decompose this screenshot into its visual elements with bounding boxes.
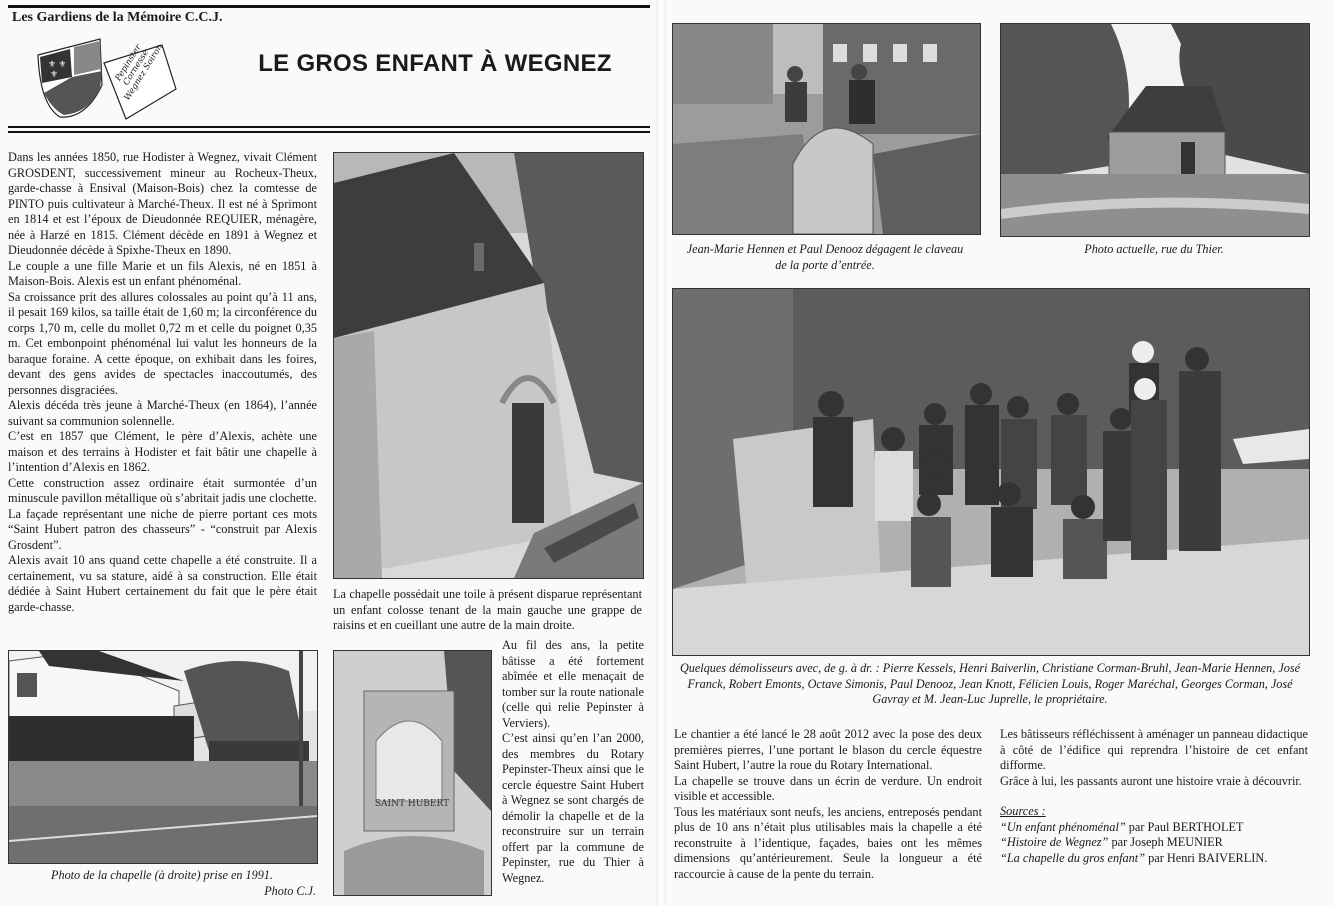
svg-text:⚜ ⚜: ⚜ ⚜	[48, 59, 67, 69]
source-author: par Paul BERTHOLET	[1125, 819, 1244, 834]
paragraph: Les bâtisseurs réfléchissent à aménager un panneau didactique à côté de l’édifice qui reprendra l’histoire de cet enfant difforme.	[1000, 727, 1308, 772]
workers-photo	[672, 23, 981, 235]
header-rule-2	[8, 131, 650, 133]
source-item	[1000, 820, 1308, 836]
paragraph: Le couple a une fille Marie et un fils Alexis, né en 1851 à Maison-Bois. Alexis est un enfant phénoménal.	[8, 258, 317, 288]
article-column-middle	[502, 638, 644, 886]
workers-caption: Jean-Marie Hennen et Paul Denooz dégagent le claveau de la porte d’entrée.	[686, 242, 964, 272]
svg-text:⚜: ⚜	[50, 69, 59, 79]
article-column-left	[8, 150, 317, 615]
paragraph: Le chantier a été lancé le 28 août 2012 avec la pose des deux premières pierres, l’une portant le blason du cercle équestre Saint Hubert, l’autre la roue du Rotary International.	[674, 727, 982, 772]
group-photo	[672, 288, 1310, 656]
niche-photo	[333, 650, 492, 896]
paragraph: La façade représentant une niche de pierre portant ces mots “Saint Hubert patron des chasseurs” - “construit par Alexis Grosdent”.	[8, 506, 317, 552]
source-item	[1000, 851, 1308, 867]
current-photo	[1000, 23, 1310, 237]
paragraph: Alexis décéda très jeune à Marché-Theux (en 1864), l’année suivant sa communion solennelle.	[8, 398, 317, 428]
paragraph: C’est en 1857 que Clément, le père d’Alexis, achète une maison et des terrains à Hodister et fait bâtir une chapelle à l’intention d’Alexis en 1862.	[8, 429, 317, 474]
source-title: “Histoire de Wegnez”	[1000, 835, 1109, 849]
photo-1991-caption: Photo de la chapelle (à droite) prise en 1991.	[51, 868, 273, 882]
sources-title: Sources :	[1000, 804, 1046, 818]
source-author: par Joseph MEUNIER	[1108, 835, 1223, 849]
paragraph: Alexis avait 10 ans quand cette chapelle a été construite. Il a certainement, vu sa stature, aidé à sa construction. Elle était dédiée à Saint Hubert certainement du fait que le père était garde-chasse.	[8, 553, 317, 614]
group-caption: Quelques démolisseurs avec, de g. à dr. : Pierre Kessels, Henri Baiverlin, Christiane Corman-Bruhl, Jean-Marie Hennen, José Franck, Robert Emonts, Octave Simonis, Paul Denooz, Jean Knott, Félicien Louis, Roger Maréchal, Georges Corman, José Gavray et M. Jean-Luc Juprelle, le propriétaire.	[680, 661, 1300, 706]
paragraph: La chapelle se trouve dans un écrin de verdure. Un endroit visible et accessible.	[674, 773, 982, 803]
paragraph: Au fil des ans, la petite bâtisse a été fortement abîmée et elle menaçait de tomber sur la route nationale (celle qui relie Pepinster à Verviers).	[502, 638, 644, 730]
current-caption: Photo actuelle, rue du Thier.	[1084, 242, 1224, 256]
header-rule-1	[8, 126, 650, 128]
organization-name: Les Gardiens de la Mémoire C.C.J.	[12, 10, 223, 25]
source-title: “Un enfant phénoménal”	[1000, 819, 1126, 834]
paragraph: C’est ainsi qu’en l’an 2000, des membres du Rotary Pepinster-Theux ainsi que le cercle équestre Saint Hubert à Wegnez se sont chargés de démolir la chapelle et de la reconstruire sur un terrain offert par la commune de Pepinster, rue du Thier à Wegnez.	[502, 731, 644, 885]
right-column-2	[1000, 727, 1308, 866]
niche-inscription: SAINT HUBERT	[374, 799, 450, 809]
paragraph: Tous les matériaux sont neufs, les anciens, entreposés pendant plus de 10 ans n’était plus utilisables mais la chapelle a été reconstruite à l’identique, façades, baies ont les mêmes dimensions qu’antérieurement. Seule la longueur a été raccourcie à cause de la pente du terrain.	[674, 804, 982, 881]
source-item	[1000, 835, 1308, 851]
header-top-rule	[8, 5, 650, 8]
chapel-caption: La chapelle possédait une toile à présent disparue représentant un enfant colosse tenant de la main gauche une grappe de raisins et en cueillant une autre de la main droite.	[333, 587, 642, 632]
source-title: “La chapelle du gros enfant”	[1000, 850, 1146, 865]
paragraph: Grâce à lui, les passants auront une histoire vraie à découvrir.	[1000, 773, 1302, 788]
source-author: par Henri BAIVERLIN.	[1145, 850, 1268, 865]
paragraph: Cette construction assez ordinaire était surmontée d’un minuscule pavillon métallique où s’abritait jadis une clochette.	[8, 475, 317, 505]
page-gutter	[656, 0, 666, 906]
photo-1991	[8, 650, 318, 864]
logo-text: Pepinster Cornesse Wegnez Soiron	[113, 42, 166, 103]
chapel-photo	[333, 152, 644, 579]
paragraph: Sa croissance prit des allures colossales au point qu’à 11 ans, il pesait 169 kilos, sa taille était de 1,60 m; la circonférence du corps 1,70 m, celle du mollet 0,72 m et celle du poignet 0,35 m. Cet embonpoint phénoménal lui valut les honneurs de la baraque foraine. A cette époque, on exhibait dans les foires, devant des gens avides de spectacles inaccoutumés, des personnes disgraciées.	[8, 289, 317, 397]
right-column-1	[674, 727, 982, 882]
page-title: LE GROS ENFANT À WEGNEZ	[258, 50, 612, 77]
paragraph: Dans les années 1850, rue Hodister à Wegnez, vivait Clément GROSDENT, successivement mineur au Rocheux-Theux, garde-chasse à Ensival (Maison-Bois) chez la comtesse de PINTO puis cultivateur à Marché-Theux. Il est né à Sprimont en 1814 et est l’époux de Dieudonnée REQUIER, ménagère, née à Harzé en 1815. Clément décède en 1891 à Wegnez et Dieudonnée décède à Spixhe-Theux en 1890.	[8, 150, 317, 257]
logo	[30, 33, 180, 125]
photo-1991-credit: Photo C.J.	[264, 884, 316, 898]
